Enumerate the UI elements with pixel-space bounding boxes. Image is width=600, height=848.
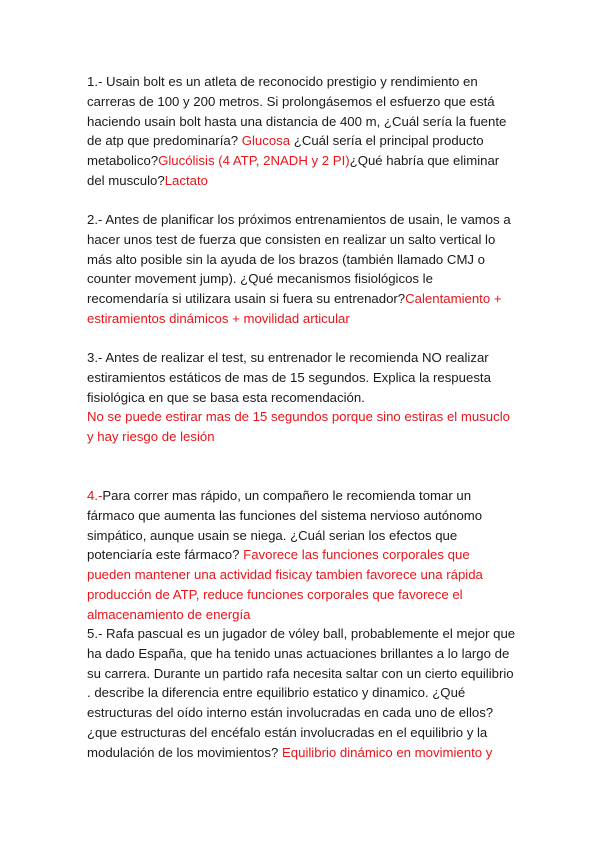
question-1 xyxy=(87,72,517,191)
question-1-answer-b: Glucólisis (4 ATP, 2NADH y 2 PI) xyxy=(158,153,350,169)
question-5 xyxy=(87,624,517,763)
question-3 xyxy=(87,348,517,447)
question-2 xyxy=(87,210,517,329)
question-1-number: 1.- xyxy=(87,74,103,89)
question-5-text: Rafa pascual es un jugador de vóley ball, probablemente el mejor que ha dado España, que ha tenido unas actuaciones brillantes a lo largo de su carrera. Durante un partido rafa necesita saltar con un cierto equilibrio . describe la diferencia entre equilibrio estatico y dinamico. ¿Qué estructuras del oído interno están involucradas en cada uno de ellos?¿que estructuras del encéfalo están involucradas en el equilibrio y la modulación de los movimientos? xyxy=(87,626,516,760)
question-1-text-b: ¿Cuál sería el principal producto metabolico? xyxy=(87,133,484,169)
question-3-number: 3.- xyxy=(87,350,103,365)
question-2-text: Antes de planificar los próximos entrenamientos de usain, le vamos a hacer unos test de fuerza que consisten en realizar un salto vertical lo más alto posible sin la ayuda de los brazos (también llamado CMJ o counter movement jump). ¿Qué mecanismos fisiológicos le recomendaría si utilizara usain si fuera su entrenador? xyxy=(87,212,511,307)
question-5-answer: Equilibrio dinámico en movimiento y xyxy=(281,744,493,760)
question-1-answer-a: Glucosa xyxy=(241,133,291,149)
question-2-number: 2.- xyxy=(87,212,103,227)
question-4 xyxy=(87,486,517,625)
question-2-answer: Calentamiento + estiramientos dinámicos + movilidad articular xyxy=(87,291,502,326)
question-3-answer: No se puede estirar mas de 15 segundos porque sino estiras el musuclo y hay riesgo de lesión xyxy=(87,409,510,445)
question-4-text: Para correr mas rápido, un compañero le recomienda tomar un fármaco que aumenta las funciones del sistema nervioso autónomo simpático, aunque usain se niega. ¿Cuál serian los efectos que potenciaría este fármaco? xyxy=(87,488,483,563)
question-3-text: Antes de realizar el test, su entrenador le recomienda NO realizar estiramientos estáticos de mas de 15 segundos. Explica la respuesta fisiológica en que se basa esta recomendación. xyxy=(87,350,491,405)
question-1-text: Usain bolt es un atleta de reconocido prestigio y rendimiento en carreras de 100 y 200 metros. Si prolongásemos el esfuerzo que está haciendo usain bolt hasta una distancia de 400 m, ¿Cuál sería la fuente de atp que predominaría? xyxy=(87,74,507,149)
question-1-text-c: ¿Qué habría que eliminar del musculo? xyxy=(87,153,500,188)
question-1-answer-c: Lactato xyxy=(164,172,208,188)
question-4-answer: Favorece las funciones corporales que pueden mantener una actividad fisicay tambien favorece una rápida producción de ATP, reduce funciones corporales que favorece el almacenamiento de energía xyxy=(87,547,483,622)
question-5-number: 5.- xyxy=(87,626,103,641)
question-4-number: 4.- xyxy=(87,488,103,503)
